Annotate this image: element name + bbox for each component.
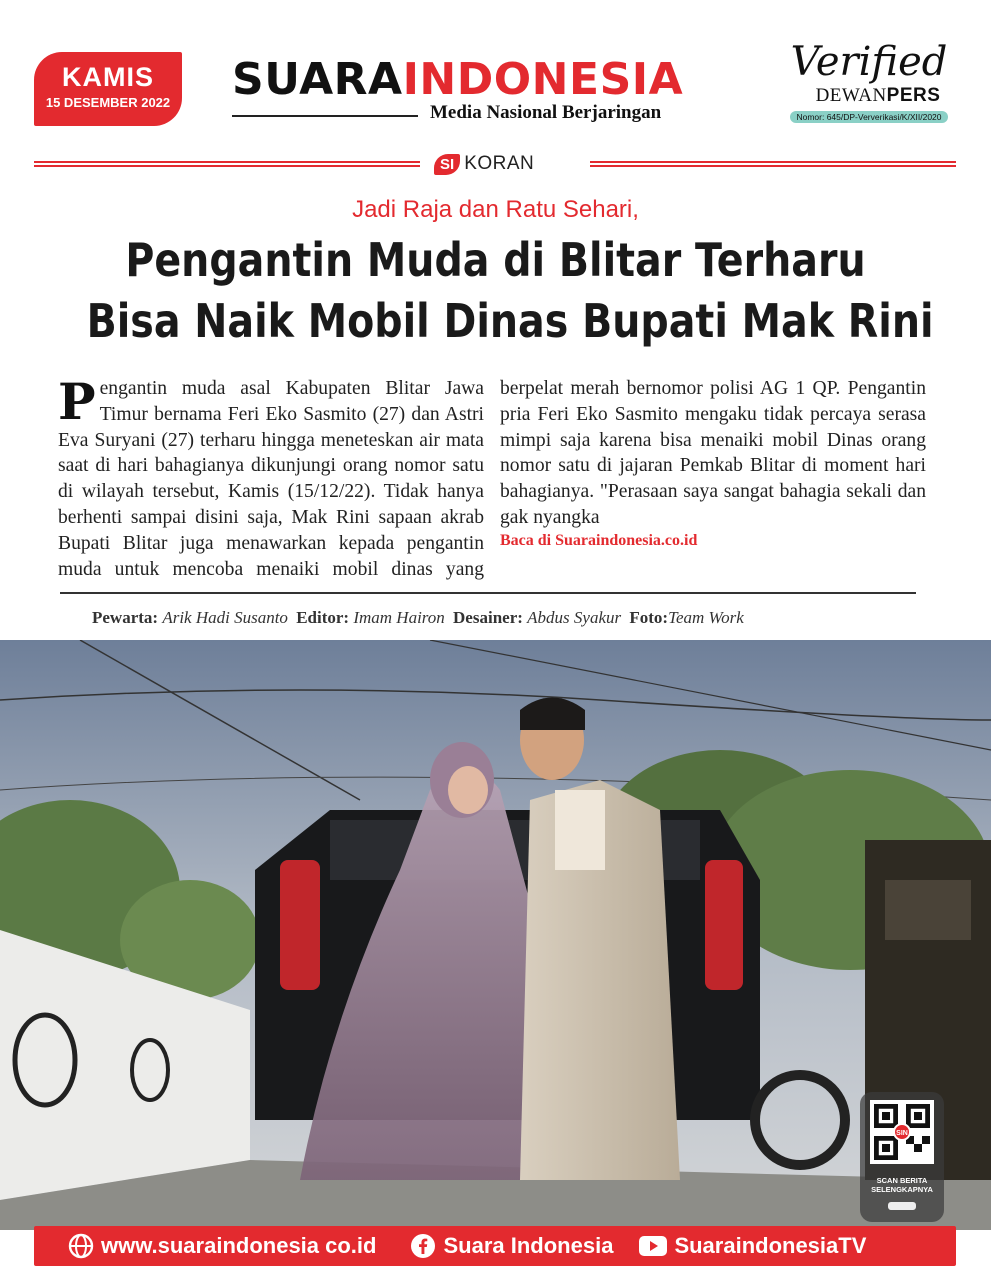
- qr-caption-line-1: SCAN BERITA: [876, 1176, 928, 1185]
- brand-name: [232, 54, 752, 106]
- article-photo: [0, 640, 991, 1230]
- photo-credit: Team Work: [668, 608, 744, 627]
- designer-name: Abdus Syakur: [527, 608, 622, 627]
- article-kicker: Jadi Raja dan Ratu Sehari,: [352, 196, 639, 223]
- tagline-rule: [232, 115, 418, 117]
- globe-icon: [68, 1233, 94, 1259]
- qr-pill: [888, 1202, 916, 1210]
- verification-number: Nomor: 645/DP-Ververikasi/K/XII/2020: [790, 111, 947, 123]
- footer-website[interactable]: [68, 1233, 376, 1259]
- footer-youtube-text: SuaraindonesiaTV: [674, 1233, 867, 1258]
- drop-cap: P: [58, 372, 96, 431]
- designer-label: Desainer:: [453, 608, 523, 627]
- headline-line-2: Bisa Naik Mobil Dinas Bupati Mak Rini: [86, 294, 934, 348]
- article-headline: [86, 230, 934, 352]
- article-body: [58, 372, 926, 584]
- section-name: KORAN: [464, 153, 535, 174]
- si-badge: SI: [434, 154, 460, 175]
- headline-line-1: Pengantin Muda di Blitar Terharu: [125, 233, 866, 287]
- footer-website-text: www.suaraindonesia co.id: [101, 1233, 377, 1258]
- qr-sin-badge: SIN: [893, 1123, 911, 1141]
- masthead-logo[interactable]: [232, 54, 752, 134]
- brand-part-2: INDONESIA: [402, 54, 684, 105]
- article-body-text: engantin muda asal Kabupaten Blitar Jawa Timur bernama Feri Eko Sasmito (27) dan Astri Eva Suryani (27) terharu hingga meneteskan air mata saat di hari bahagianya dikunjungi orang nomor satu di wilayah tersebut, Kamis (15/12/22). Tidak hanya berhenti sampai disini saja, Mak Rini sapaan akrab Bupati Blitar juga menawarkan kepada pengantin muda untuk mencoba menaiki mobil dinas yang berpelat merah bernomor polisi AG 1 QP. Pengantin pria Feri Eko Sasmito mengaku tidak percaya serasa mimpi saja karena bisa menaiki mobil Dinas orang nomor satu di jajaran Pemkab Blitar di moment hari bahagianya. "Perasaan saya sangat bahagia sekali dan gak nyangka: [58, 378, 926, 580]
- verified-script: Verified: [790, 39, 948, 85]
- reporter-label: Pewarta:: [92, 608, 159, 627]
- facebook-icon: [410, 1233, 436, 1259]
- brand-part-1: SUARA: [232, 54, 403, 105]
- verified-org-part-1: DEWAN: [815, 85, 887, 106]
- qr-code[interactable]: [870, 1100, 934, 1164]
- qr-caption: [860, 1176, 944, 1194]
- section-label: [434, 152, 534, 176]
- article-paragraph: [58, 372, 926, 584]
- editor-label: Editor:: [296, 608, 350, 627]
- qr-caption-line-2: SELENGKAPNYA: [871, 1185, 933, 1194]
- credits-divider: [60, 592, 916, 594]
- date-badge: [34, 52, 182, 126]
- youtube-icon: [639, 1235, 667, 1257]
- footer-youtube[interactable]: [639, 1233, 866, 1259]
- verified-org: [798, 86, 958, 106]
- editor-name: Imam Hairon: [353, 608, 445, 627]
- credits-line: [92, 608, 748, 628]
- reporter-name: Arik Hadi Susanto: [162, 608, 288, 627]
- wedding-photo-illustration: [0, 640, 991, 1230]
- section-bar: [34, 152, 956, 176]
- footer-facebook[interactable]: [410, 1233, 613, 1259]
- date-full: 15 DESEMBER 2022: [45, 95, 171, 110]
- verified-org-part-2: PERS: [886, 85, 941, 106]
- footer-bar: [34, 1226, 956, 1266]
- qr-scan-box[interactable]: [860, 1092, 944, 1222]
- tagline: Media Nasional Berjaringan: [430, 102, 662, 123]
- read-more-link[interactable]: Baca di Suaraindonesia.co.id: [500, 531, 698, 549]
- verified-dewan-pers: [780, 38, 958, 138]
- footer-facebook-text: Suara Indonesia: [443, 1233, 614, 1258]
- date-day: KAMIS: [62, 62, 154, 92]
- section-rule-right: [590, 161, 956, 167]
- section-rule-left: [34, 161, 420, 167]
- photo-label: Foto:: [629, 608, 669, 627]
